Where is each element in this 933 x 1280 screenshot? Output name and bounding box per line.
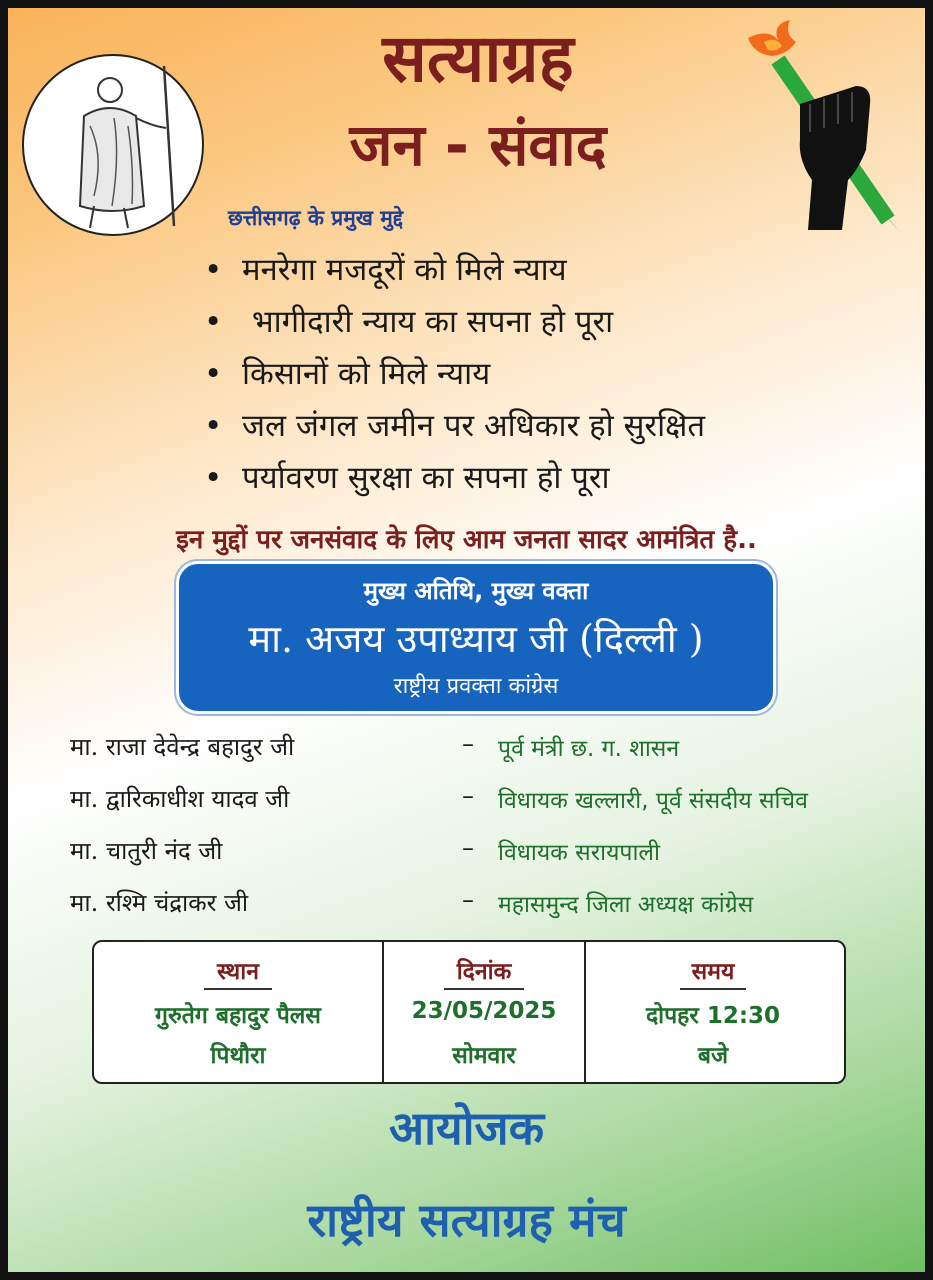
dash-separator: – xyxy=(462,782,474,810)
label-underline xyxy=(444,988,524,990)
bullet-icon: • xyxy=(204,408,223,444)
guest-role: महासमुन्द जिला अध्यक्ष कांग्रेस xyxy=(498,892,754,918)
venue-cell xyxy=(94,942,382,1082)
guest-name: मा. चातुरी नंद जी xyxy=(70,837,223,865)
time-value: दोपहर 12:30 xyxy=(645,1003,781,1029)
chief-guest-name: मा. अजय उपाध्याय जी (दिल्ली ) xyxy=(248,617,704,661)
organizer-name: राष्ट्रीय सत्याग्रह मंच xyxy=(307,1193,626,1247)
issue-text: मनरेगा मजदूरों को मिले न्याय xyxy=(242,252,567,288)
time-suffix: बजे xyxy=(697,1043,729,1069)
chief-guest-label: मुख्य अतिथि, मुख्य वक्ता xyxy=(363,577,589,605)
time-cell xyxy=(586,942,840,1082)
dash-separator: – xyxy=(462,886,474,914)
issue-text: किसानों को मिले न्याय xyxy=(242,356,491,392)
event-info-box xyxy=(92,940,846,1084)
venue-name: गुरुतेग बहादुर पैलस xyxy=(155,1003,321,1029)
torch-fist-pen-icon xyxy=(738,20,908,240)
list-item xyxy=(204,348,864,400)
list-item xyxy=(204,244,864,296)
venue-label: स्थान xyxy=(217,959,259,985)
date-value: 23/05/2025 xyxy=(411,998,557,1024)
guest-role: पूर्व मंत्री छ. ग. शासन xyxy=(498,736,680,762)
list-item xyxy=(204,452,864,504)
day-value: सोमवार xyxy=(452,1043,516,1069)
date-label: दिनांक xyxy=(456,959,512,985)
bullet-icon: • xyxy=(204,304,223,340)
label-underline xyxy=(680,988,746,990)
poster xyxy=(8,8,925,1272)
chief-guest-designation: राष्ट्रीय प्रवक्ता कांग्रेस xyxy=(393,674,559,699)
guest-name: मा. राजा देवेन्द्र बहादुर जी xyxy=(70,733,295,761)
guest-role: विधायक सरायपाली xyxy=(498,840,660,866)
issue-text: पर्यावरण सुरक्षा का सपना हो पूरा xyxy=(242,460,610,496)
date-cell xyxy=(384,942,584,1082)
guest-role: विधायक खल्लारी, पूर्व संसदीय सचिव xyxy=(498,788,808,814)
gandhi-portrait-icon xyxy=(22,54,204,236)
dash-separator: – xyxy=(462,730,474,758)
chief-guest-box xyxy=(176,561,776,714)
title-line-2: जन - संवाद xyxy=(349,111,607,179)
bullet-icon: • xyxy=(204,460,223,496)
venue-place: पिथौरा xyxy=(210,1043,266,1069)
invitation-text: इन मुद्दों पर जनसंवाद के लिए आम जनता सादर आमंत्रित है.. xyxy=(176,525,757,555)
issue-text: भागीदारी न्याय का सपना हो पूरा xyxy=(242,304,614,340)
bullet-icon: • xyxy=(204,356,223,392)
title-line-1: सत्याग्रह xyxy=(382,20,574,97)
time-label: समय xyxy=(691,959,735,985)
label-underline xyxy=(204,988,272,990)
guest-name: मा. रश्मि चंद्राकर जी xyxy=(70,889,249,917)
bullet-icon: • xyxy=(204,252,223,288)
issue-text: जल जंगल जमीन पर अधिकार हो सुरक्षित xyxy=(242,408,706,444)
list-item xyxy=(204,296,864,348)
dash-separator: – xyxy=(462,834,474,862)
issues-list xyxy=(204,244,864,504)
guest-name: मा. द्वारिकाधीश यादव जी xyxy=(70,785,290,813)
list-item xyxy=(204,400,864,452)
organizer-label: आयोजक xyxy=(388,1101,545,1155)
issues-heading: छत्तीसगढ़ के प्रमुख मुद्दे xyxy=(228,206,403,230)
